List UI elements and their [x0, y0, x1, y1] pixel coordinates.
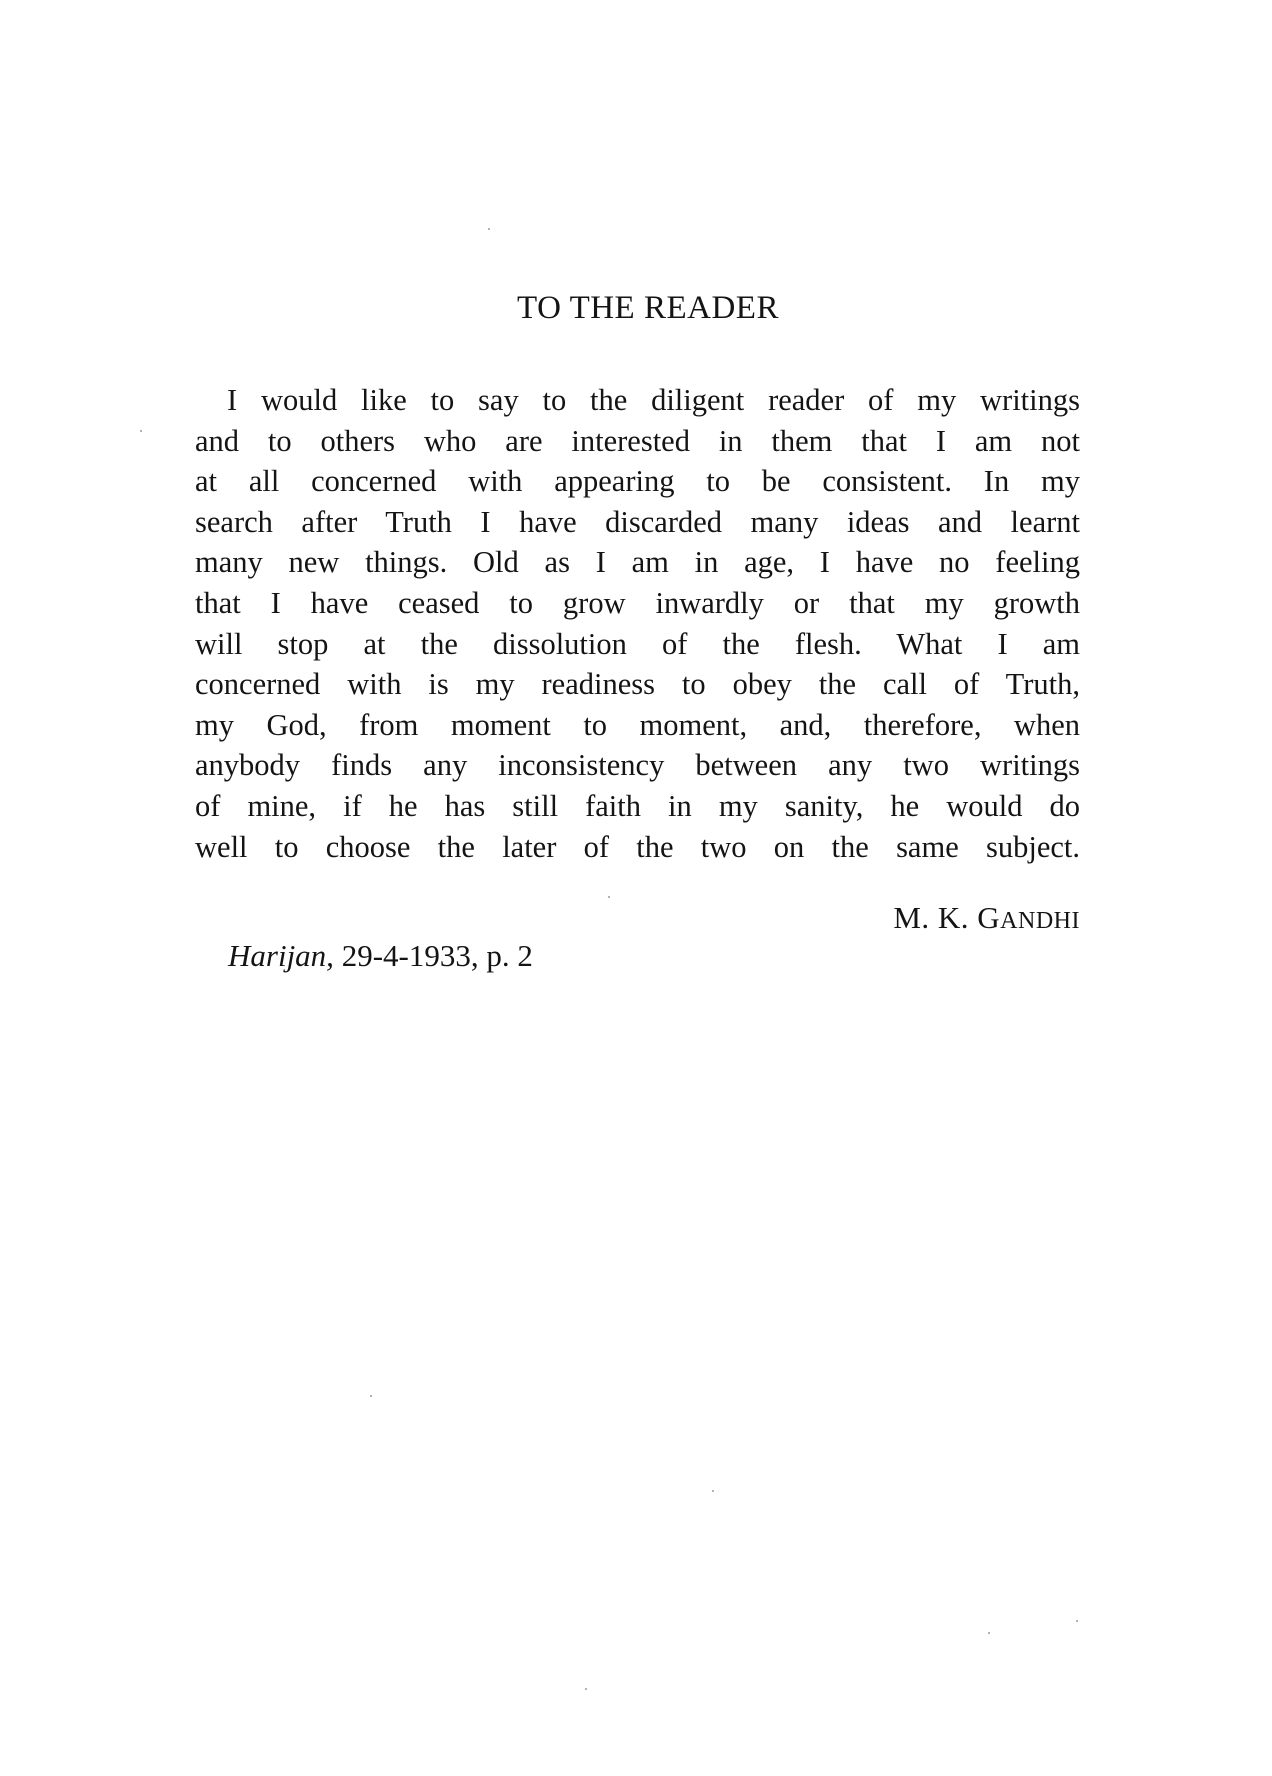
scan-speck	[488, 228, 490, 230]
scan-speck	[370, 1395, 372, 1397]
scan-speck	[988, 1632, 990, 1634]
publication-name: Harijan,	[228, 938, 334, 973]
paragraph-line: of mine, if he has still faith in my sanity, he would do	[195, 788, 1080, 823]
scan-speck	[608, 896, 610, 898]
paragraph-line: at all concerned with appearing to be consistent. In my	[195, 464, 1080, 499]
body-paragraph	[195, 380, 1080, 867]
paragraph-line: and to others who are interested in them that I am not	[195, 423, 1080, 458]
paragraph-line: many new things. Old as I am in age, I have no feeling	[195, 545, 1080, 580]
paragraph-line: concerned with is my readiness to obey the call of Truth,	[195, 667, 1080, 702]
signature-initials: M. K. G	[893, 900, 1001, 935]
scan-speck	[585, 1688, 587, 1690]
scan-speck	[140, 430, 142, 432]
paragraph-line: I would like to say to the diligent reader of my writings	[227, 383, 1080, 417]
source-citation	[228, 938, 533, 974]
scan-speck	[712, 1490, 714, 1492]
paragraph-line: will stop at the dissolution of the flesh. What I am	[195, 626, 1080, 661]
paragraph-line: anybody finds any inconsistency between any two writings	[195, 748, 1080, 783]
scan-speck	[1076, 1620, 1078, 1622]
paragraph-line: search after Truth I have discarded many ideas and learnt	[195, 504, 1080, 539]
paragraph-line: that I have ceased to grow inwardly or that my growth	[195, 585, 1080, 620]
author-signature	[893, 900, 1080, 936]
page-title: TO THE READER	[517, 290, 779, 326]
paragraph-line: well to choose the later of the two on the same subject.	[195, 829, 1080, 864]
signature-surname: ANDHI	[1000, 908, 1080, 934]
paragraph-line: my God, from moment to moment, and, therefore, when	[195, 707, 1080, 742]
publication-details: 29-4-1933, p. 2	[333, 938, 533, 973]
